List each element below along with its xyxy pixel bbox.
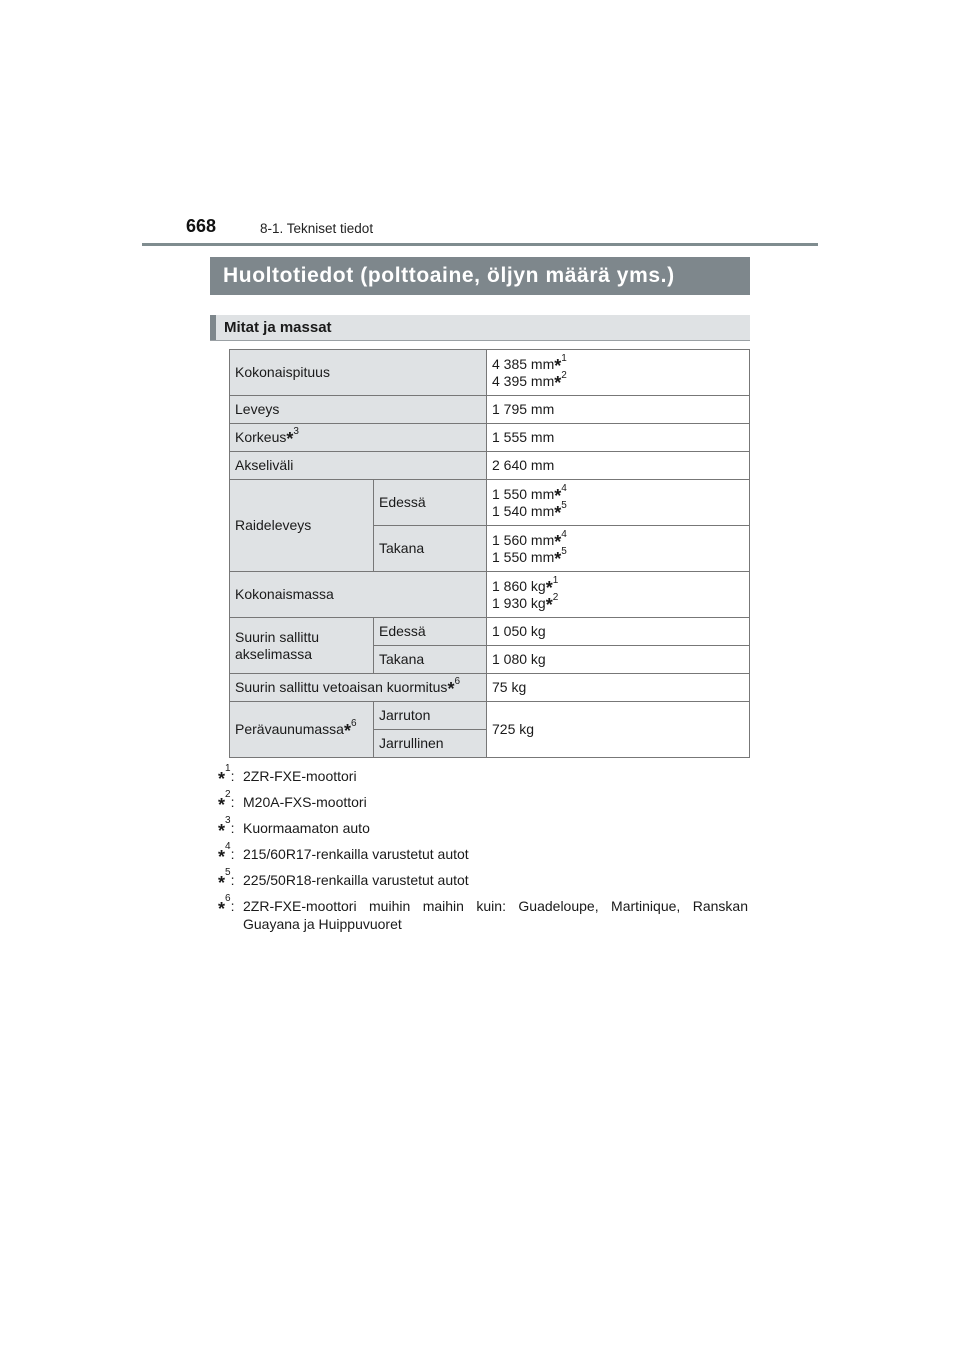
table-row: [230, 350, 750, 396]
asterisk-mark: *: [218, 769, 226, 789]
footnote-ref: 6: [454, 676, 461, 687]
asterisk-mark: *: [218, 847, 226, 867]
label-line: akselimassa: [235, 645, 313, 662]
row-value: 1 050 kg: [487, 618, 750, 646]
footnote-ref: 2: [561, 369, 567, 381]
footnote-mark: *$^2$:: [218, 789, 235, 815]
label-text: Perävaunumassa: [235, 721, 344, 737]
asterisk-mark: *: [218, 899, 226, 919]
sub-heading-bar: [210, 315, 216, 340]
footnote-text: 2ZR-FXE-moottori: [243, 768, 357, 784]
asterisk-mark: *: [554, 548, 562, 569]
row-value: 75 kg: [487, 674, 750, 702]
main-heading: Huoltotiedot (polttoaine, öljyn määrä yms.): [210, 257, 750, 295]
table-row: [230, 396, 750, 424]
row-value: 1 795 mm: [487, 396, 750, 424]
sub-label: Jarruton: [374, 702, 487, 730]
row-label: [230, 702, 374, 758]
footnote-number: 2: [225, 789, 231, 800]
label-line: Suurin sallittu: [235, 628, 320, 645]
asterisk-mark: *: [545, 577, 553, 598]
sub-label: Edessä: [374, 618, 487, 646]
table-row: [230, 424, 750, 452]
footnote-ref: 5: [561, 545, 567, 557]
footnote-number: 1: [225, 763, 231, 774]
sub-heading: [210, 315, 750, 341]
footnote-ref: 1: [552, 574, 559, 586]
footnote-ref: 6: [350, 718, 357, 729]
footnote-ref: 4: [561, 528, 567, 540]
footnote-number: 3: [225, 815, 231, 826]
value-line: 4 385 mm: [492, 355, 555, 372]
footnote-ref: 3: [293, 426, 299, 437]
asterisk-mark: *: [554, 531, 562, 552]
sub-label: Takana: [374, 646, 487, 674]
footnote-text: 2ZR-FXE-moottori muihin maihin kuin: Guadeloupe, Martinique, Ranskan Guayana ja Huippuvuoret: [243, 898, 748, 932]
sub-label: Takana: [374, 526, 487, 572]
footnote-mark: *$^5$:: [218, 867, 235, 893]
footnote-ref: 4: [561, 482, 567, 494]
row-value: 1 080 kg: [487, 646, 750, 674]
asterisk-mark: *: [554, 355, 562, 376]
footnote-item: [218, 789, 748, 815]
footnote-text: 215/60R17-renkailla varustetut autot: [243, 846, 469, 862]
asterisk-mark: *: [545, 594, 553, 615]
asterisk-mark: *: [554, 502, 562, 523]
table-row: [230, 618, 750, 646]
asterisk-mark: *: [218, 821, 226, 841]
footnote-mark: *$^3$:: [218, 815, 235, 841]
row-value: [487, 572, 750, 618]
value-line: 1 560 mm: [492, 531, 555, 548]
row-label: [230, 674, 487, 702]
footnote-ref: 5: [561, 499, 567, 511]
sub-heading-text: Mitat ja massat: [224, 319, 332, 336]
value-line: 1 540 mm: [492, 502, 555, 519]
table-row: [230, 674, 750, 702]
row-label: [230, 618, 374, 674]
row-label: Akseliväli: [230, 452, 487, 480]
dimensions-table: [229, 349, 750, 758]
row-label: Raideleveys: [230, 480, 374, 572]
label-text: Suurin sallittu vetoaisan kuormitus: [235, 679, 448, 695]
value-line: 4 395 mm: [492, 372, 555, 389]
footnote-number: 5: [225, 867, 231, 878]
footnote-number: 4: [225, 841, 231, 852]
value-line: 1 860 kg: [492, 577, 546, 594]
row-label: Leveys: [230, 396, 487, 424]
asterisk-mark: *: [343, 721, 351, 741]
asterisk-mark: *: [218, 873, 226, 893]
row-value: [487, 350, 750, 396]
row-value: 1 555 mm: [487, 424, 750, 452]
value-line: 1 930 kg: [492, 594, 546, 611]
footnotes: [218, 763, 748, 941]
asterisk-mark: *: [447, 679, 455, 699]
footnote-text: Kuormaamaton auto: [243, 820, 370, 836]
row-label: Kokonaismassa: [230, 572, 487, 618]
footnote-item: [218, 815, 748, 841]
header-rule: [142, 243, 818, 246]
page-number: 668: [186, 216, 217, 236]
asterisk-mark: *: [218, 795, 226, 815]
section-label: 8-1. Tekniset tiedot: [260, 221, 374, 236]
sub-label: Edessä: [374, 480, 487, 526]
footnote-ref: 1: [561, 352, 567, 364]
row-value: [487, 526, 750, 572]
table-row: [230, 452, 750, 480]
footnote-item: [218, 841, 748, 867]
row-value: [487, 480, 750, 526]
row-value: 2 640 mm: [487, 452, 750, 480]
table-row: [230, 572, 750, 618]
footnote-item: [218, 763, 748, 789]
asterisk-mark: *: [554, 485, 562, 506]
asterisk-mark: *: [286, 429, 294, 449]
row-label: Kokonaispituus: [230, 350, 487, 396]
footnote-item: [218, 893, 748, 933]
table-row: [230, 702, 750, 730]
row-label: [230, 424, 487, 452]
footnote-ref: 2: [552, 591, 559, 603]
footnote-mark: *$^6$:: [218, 893, 235, 919]
asterisk-mark: *: [554, 372, 562, 393]
table-row: [230, 480, 750, 526]
footnote-text: M20A-FXS-moottori: [243, 794, 367, 810]
row-value: 725 kg: [487, 702, 750, 758]
footnote-number: 6: [225, 893, 231, 904]
label-text: Korkeus: [235, 429, 287, 445]
footnote-mark: *$^4$:: [218, 841, 235, 867]
value-line: 1 550 mm: [492, 485, 555, 502]
value-line: 1 550 mm: [492, 548, 555, 565]
footnote-item: [218, 867, 748, 893]
sub-label: Jarrullinen: [374, 730, 487, 758]
footnote-mark: *$^1$:: [218, 763, 235, 789]
footnote-text: 225/50R18-renkailla varustetut autot: [243, 872, 469, 888]
